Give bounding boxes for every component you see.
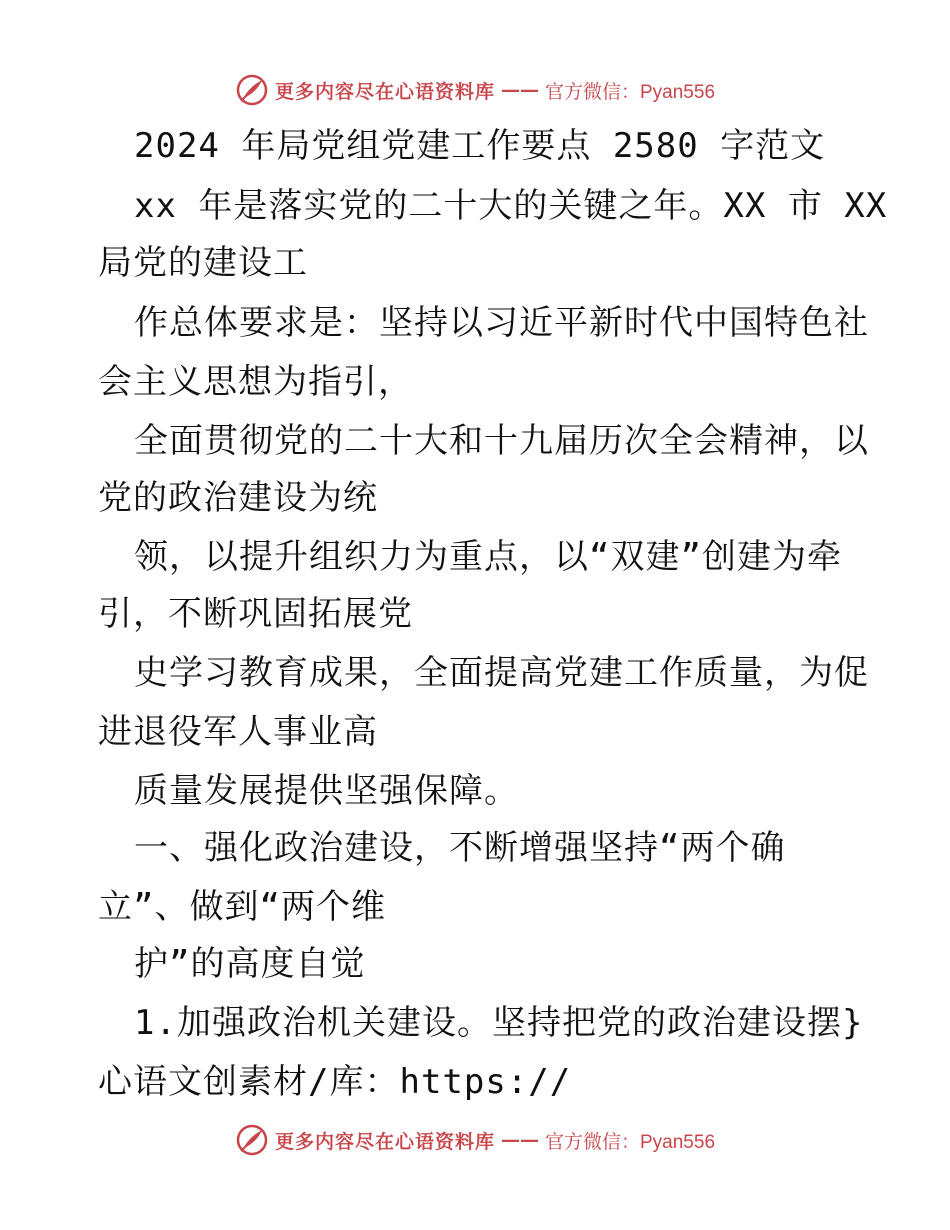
paragraph-line: 质量发展提供坚强保障。 [134,771,519,811]
paragraph-line: 会主义思想为指引， [98,362,413,402]
section-heading: 一、强化政治建设，不断增强坚持“两个确 [134,828,786,868]
section-heading: 护”的高度自觉 [134,944,366,984]
paragraph-line: xx 年是落实党的二十大的关键之年。XX 市 XX [134,186,888,226]
paragraph-line: 全面贯彻党的二十大和十九届历次全会精神，以 [134,421,869,461]
feather-pen-logo-icon [235,1123,269,1157]
header-watermark [0,72,950,108]
paragraph-line: 1.加强政治机关建设。坚持把党的政治建设摆} [134,1003,864,1043]
feather-pen-logo-icon [235,73,269,107]
watermark-text: 更多内容尽在心语资料库 [274,80,495,103]
watermark-wechat: 官方微信：Pyan556 [545,1131,716,1153]
paragraph-line: 进退役军人事业高 [98,712,378,752]
paragraph-line: 史学习教育成果，全面提高党建工作质量，为促 [134,653,869,693]
section-heading: 立”、做到“两个维 [98,887,386,927]
paragraph-line: 局党的建设工 [98,243,308,283]
document-title: 2024 年局党组党建工作要点 2580 字范文 [134,126,826,166]
paragraph-line: 心语文创素材/库：https:// [98,1062,572,1102]
watermark-wechat: 官方微信：Pyan556 [545,81,716,103]
paragraph-line: 引，不断巩固拓展党 [98,594,413,634]
watermark-separator: —— [501,79,539,101]
paragraph-line: 党的政治建设为统 [98,478,378,518]
paragraph-line: 领，以提升组织力为重点，以“双建”创建为牵 [134,537,842,577]
watermark-separator: —— [501,1129,539,1151]
watermark-text: 更多内容尽在心语资料库 [274,1130,495,1153]
paragraph-line: 作总体要求是：坚持以习近平新时代中国特色社 [134,303,869,343]
footer-watermark [0,1122,950,1158]
